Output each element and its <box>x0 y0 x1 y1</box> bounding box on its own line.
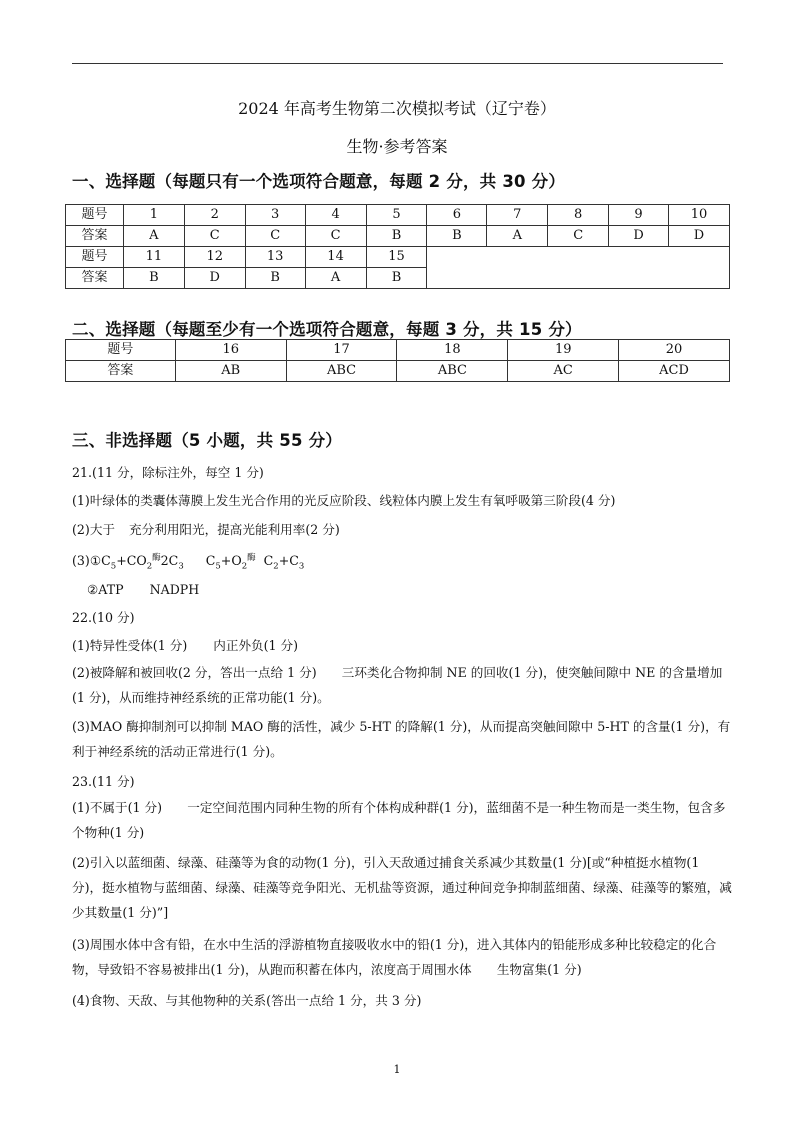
eq-text: +CO <box>116 553 147 569</box>
table-cell: C <box>245 226 305 247</box>
q23-answer-4: (4)食物、天敌、与其他物种的关系(答出一点给 1 分，共 3 分) <box>72 993 422 1008</box>
table-cell: 20 <box>619 340 730 361</box>
row-label: 题号 <box>66 340 176 361</box>
q21-answer-3-equations <box>72 549 732 577</box>
page-title: 2024 年高考生物第二次模拟考试（辽宁卷） <box>238 99 556 118</box>
section3-heading: 三、非选择题（5 小题，共 55 分） <box>72 431 342 450</box>
table-cell: D <box>669 226 730 247</box>
table-cell: 7 <box>487 205 548 226</box>
q22-answer-1 <box>72 636 732 655</box>
table-row <box>66 247 730 268</box>
table-cell: C <box>305 226 366 247</box>
equation-2 <box>205 553 305 572</box>
eq-text: +C <box>278 553 299 569</box>
page-subtitle: 生物·参考答案 <box>346 137 448 156</box>
table-cell: 1 <box>123 205 184 226</box>
top-rule <box>72 63 723 64</box>
eq-text: +O <box>220 553 242 569</box>
table-cell: ABC <box>397 361 508 382</box>
equation-1 <box>101 553 184 572</box>
q21-answer-3-prefix: (3)① <box>72 553 102 569</box>
section2-heading: 二、选择题（每题至少有一个选项符合题意，每题 3 分，共 15 分） <box>72 320 582 339</box>
row-label: 答案 <box>66 361 176 382</box>
table-cell: D <box>609 226 669 247</box>
q21-answer-3b-b: NADPH <box>149 582 200 597</box>
table-cell: 19 <box>508 340 619 361</box>
table-cell: C <box>548 226 609 247</box>
eq-text: C <box>205 553 216 569</box>
table-cell: 15 <box>366 247 427 268</box>
section2-answer-table <box>65 339 730 382</box>
page-number: 1 <box>393 1063 401 1076</box>
eq-text: C <box>101 553 111 569</box>
table-cell: ACD <box>619 361 730 382</box>
table-cell: 14 <box>305 247 366 268</box>
table-cell: 13 <box>245 247 305 268</box>
q21-answer-3b-a: ②ATP <box>87 582 124 597</box>
eq-subscript: 2 <box>273 561 279 572</box>
table-cell: 9 <box>609 205 669 226</box>
row-label: 题号 <box>66 205 124 226</box>
q22-answer-2: (2)被降解和被回收(2 分，答出一点给 1 分) 三环类化合物抑制 NE 的回收(1 分)，使突触间隙中 NE 的含量增加(1 分)，从而维持神经系统的正常功能(1 分)。 <box>72 665 723 705</box>
q21-answer-2b: 充分利用阳光，提高光能利用率(2 分) <box>129 522 340 537</box>
q23-answer-1: (1)不属于(1 分) 一定空间范围内同种生物的所有个体构成种群(1 分)，蓝细菌不是一种生物而是一类生物，包含多个物种(1 分) <box>72 800 726 840</box>
table-row <box>66 226 730 247</box>
eq-text: 2C <box>160 553 179 569</box>
table-cell: 5 <box>366 205 427 226</box>
table-cell: AB <box>175 361 286 382</box>
eq-subscript: 3 <box>178 561 184 572</box>
section1-heading: 一、选择题（每题只有一个选项符合题意，每题 2 分，共 30 分） <box>72 172 566 191</box>
table-cell: C <box>184 226 245 247</box>
table-row <box>66 205 730 226</box>
empty-cell <box>427 247 730 289</box>
table-cell: ABC <box>286 361 397 382</box>
table-cell: 16 <box>175 340 286 361</box>
row-label: 题号 <box>66 247 124 268</box>
eq-text: C <box>263 553 274 569</box>
table-cell: 8 <box>548 205 609 226</box>
eq-subscript: 2 <box>241 561 248 572</box>
table-cell: 2 <box>184 205 245 226</box>
q21-answer-2a: (2)大于 <box>72 522 116 537</box>
table-cell: 10 <box>669 205 730 226</box>
table-cell: 6 <box>427 205 487 226</box>
table-cell: 3 <box>245 205 305 226</box>
enzyme-label: 酶 <box>152 553 161 563</box>
eq-subscript: 2 <box>146 561 153 572</box>
table-cell: 11 <box>123 247 184 268</box>
table-cell: B <box>245 268 305 289</box>
table-cell: 17 <box>286 340 397 361</box>
row-label: 答案 <box>66 226 124 247</box>
eq-subscript: 3 <box>298 561 305 572</box>
table-cell: A <box>123 226 184 247</box>
enzyme-label: 酶 <box>247 553 256 563</box>
table-cell: 4 <box>305 205 366 226</box>
table-row <box>66 361 730 382</box>
q21-answer-2 <box>72 520 732 539</box>
q23-answer-3: (3)周围水体中含有铅，在水中生活的浮游植物直接吸收水中的铅(1 分)，进入其体内的铅能形成多种比较稳定的化合物，导致铅不容易被排出(1 分)，从跑而积蓄在体内，浓度高于周围水体 生物富集(1 分) <box>72 937 717 977</box>
q22-answer-1a: (1)特异性受体(1 分) <box>72 638 188 653</box>
q22-answer-3: (3)MAO 酶抑制剂可以抑制 MAO 酶的活性，减少 5-HT 的降解(1 分)，从而提高突触间隙中 5-HT 的含量(1 分)，有利于神经系统的活动正常进行(1 分)。 <box>72 719 731 759</box>
table-cell: A <box>487 226 548 247</box>
q22-heading: 22.(10 分) <box>72 610 135 625</box>
q23-heading: 23.(11 分) <box>72 774 135 789</box>
table-cell: B <box>123 268 184 289</box>
table-cell: 18 <box>397 340 508 361</box>
table-cell: A <box>305 268 366 289</box>
table-cell: B <box>366 268 427 289</box>
row-label: 答案 <box>66 268 124 289</box>
q22-answer-1b: 内正外负(1 分) <box>213 638 299 653</box>
eq-subscript: 5 <box>110 561 117 572</box>
table-cell: D <box>184 268 245 289</box>
eq-subscript: 5 <box>215 561 221 572</box>
q21-heading: 21.(11 分，除标注外，每空 1 分) <box>72 465 264 480</box>
table-row <box>66 340 730 361</box>
table-cell: 12 <box>184 247 245 268</box>
table-cell: AC <box>508 361 619 382</box>
table-cell: B <box>366 226 427 247</box>
section1-answer-table <box>65 204 730 289</box>
q21-answer-3b <box>87 580 747 599</box>
q21-answer-1: (1)叶绿体的类囊体薄膜上发生光合作用的光反应阶段、线粒体内膜上发生有氧呼吸第三阶段(4 分) <box>72 493 616 508</box>
table-cell: B <box>427 226 487 247</box>
q23-answer-2: (2)引入以蓝细菌、绿藻、硅藻等为食的动物(1 分)，引入天敌通过捕食关系减少其数量(1 分)[或“种植挺水植物(1 分)，挺水植物与蓝细菌、绿藻、硅藻等竞争阳光、无机盐等资源，通过种间竞争抑制蓝细菌、绿藻、硅藻等的繁殖，减少其数量(1 分)”] <box>72 855 732 920</box>
